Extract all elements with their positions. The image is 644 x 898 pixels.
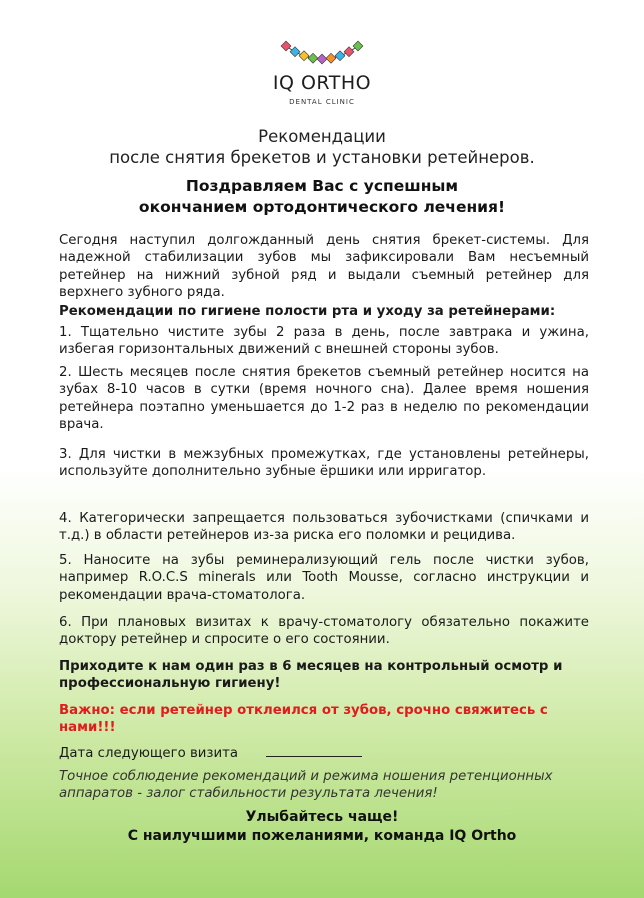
hygiene-heading: Рекомендации по гигиене полости рта и уходу за ретейнерами: (59, 304, 556, 319)
logo-bead (353, 41, 363, 51)
braces-beads-icon (280, 38, 364, 68)
closing-block (0, 808, 644, 846)
logo-bead (281, 41, 291, 51)
brand-subtitle: DENTAL CLINIC (289, 98, 355, 106)
logo-bead (290, 47, 300, 57)
recommendation-4: 4. Категорически запрещается пользоваться зубочистками (спичками и т.д.) в области ретейнеров из-за риска его поломки и рецидива. (59, 511, 589, 544)
logo-bead (326, 53, 336, 63)
congrats-line-1: Поздравляем Вас с успешным (185, 177, 459, 195)
warning-text: Важно: если ретейнер отклеился от зубов, срочно свяжитесь с нами!!! (59, 703, 548, 736)
recommendation-6: 6. При плановых визитах к врачу-стоматологу обязательно покажите доктору ретейнер и спросите о его состоянии. (59, 615, 589, 648)
recommendation-5: 5. Наносите на зубы реминерализующий гель после чистки зубов, например R.O.C.S minerals или Tooth Mousse, согласно инструкции и рекомендации врача-стоматолога. (59, 553, 589, 603)
logo-bead (317, 54, 327, 64)
page-title (0, 126, 644, 168)
title-line-2: после снятия брекетов и установки ретейнеров. (109, 148, 535, 167)
title-line-1: Рекомендации (258, 127, 386, 146)
closing-line-2: С наилучшими пожеланиями, команда IQ Ortho (127, 828, 517, 844)
italic-note: Точное соблюдение рекомендаций и режима ношения ретенционных аппаратов - залог стабильности результата лечения! (59, 769, 553, 802)
recommendation-3: 3. Для чистки в межзубных промежутках, где установлены ретейнеры, используйте дополнительно зубные ёршики или ирригатор. (59, 447, 589, 480)
closing-line-1: Улыбайтесь чаще! (245, 809, 399, 825)
visit-notice: Приходите к нам один раз в 6 месяцев на контрольный осмотр и профессиональную гигиену! (59, 659, 563, 692)
next-visit-row (59, 744, 589, 762)
logo-bead (308, 53, 318, 63)
congrats-line-2: окончанием ортодонтического лечения! (138, 198, 506, 216)
intro-paragraph: Сегодня наступил долгожданный день снятия брекет-системы. Для надежной стабилизации зубов мы зафиксировали Вам несъемный ретейнер на нижний зубной ряд и выдали съемный ретейнер для верхнего зубного ряда. (59, 233, 589, 301)
logo-bead (344, 47, 354, 57)
recommendation-1: 1. Тщательно чистите зубы 2 раза в день, после завтрака и ужина, избегая горизонтальных движений с внешней стороны зубов. (59, 325, 589, 358)
congratulations (0, 176, 644, 218)
next-visit-blank (266, 744, 362, 757)
next-visit-label: Дата следующего визита (59, 746, 239, 761)
clinic-logo (0, 38, 644, 107)
recommendation-2: 2. Шесть месяцев после снятия брекетов съемный ретейнер носится на зубах 8-10 часов в сутки (время ночного сна). Далее время ношения ретейнера поэтапно уменьшается до 1-2 раз в неделю по рекомендации врача. (59, 365, 589, 433)
logo-bead (335, 51, 345, 61)
brand-name: IQ ORTHO (272, 72, 372, 94)
logo-bead (299, 51, 309, 61)
